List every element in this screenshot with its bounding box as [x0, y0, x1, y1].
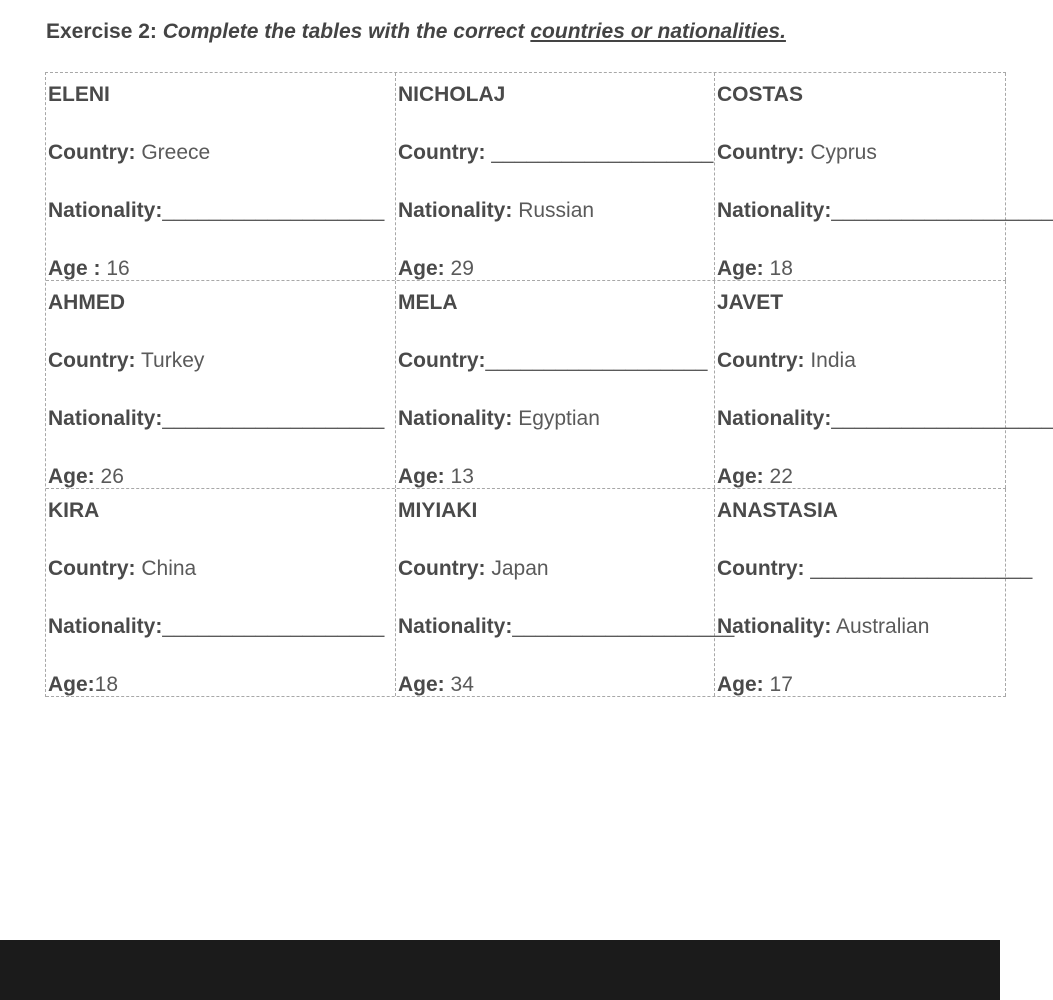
- age-label: Age:: [48, 465, 95, 488]
- person-name: KIRA: [48, 499, 100, 522]
- nationality-value[interactable]: ___________________: [831, 407, 1053, 430]
- country-value: Turkey: [140, 349, 205, 372]
- country-line: [48, 141, 210, 165]
- nationality-value: Russian: [518, 199, 595, 222]
- age-line: [48, 465, 124, 489]
- country-value[interactable]: ___________________: [491, 141, 714, 164]
- nationality-line: [48, 407, 384, 431]
- country-value: India: [810, 349, 856, 372]
- nationality-label: Nationality:: [398, 199, 513, 222]
- country-label: Country:: [717, 557, 805, 580]
- nationality-value[interactable]: ___________________: [831, 199, 1053, 222]
- nationality-value[interactable]: ___________________: [512, 615, 735, 638]
- age-line: [48, 257, 130, 281]
- nationality-label: Nationality:: [48, 615, 163, 638]
- person-card: [396, 281, 715, 488]
- age-label: Age :: [48, 257, 101, 280]
- country-value: Greece: [141, 141, 211, 164]
- age-line: [717, 465, 793, 489]
- person-card: [396, 73, 715, 280]
- age-value: 16: [106, 257, 130, 280]
- nationality-label: Nationality:: [717, 407, 832, 430]
- country-line: [398, 349, 707, 373]
- table-row: [46, 281, 1053, 489]
- person-card: [46, 281, 396, 488]
- nationality-label: Nationality:: [48, 199, 163, 222]
- table-row: [46, 73, 1053, 281]
- country-label: Country:: [398, 141, 486, 164]
- person-name: MIYIAKI: [398, 499, 478, 522]
- country-label: Country:: [717, 141, 805, 164]
- nationality-line: [398, 615, 734, 639]
- nationality-label: Nationality:: [717, 199, 832, 222]
- nationality-label: Nationality:: [717, 615, 832, 638]
- age-line: [48, 673, 118, 697]
- age-value: 26: [100, 465, 124, 488]
- age-label: Age:: [398, 257, 445, 280]
- age-line: [717, 257, 793, 281]
- person-card: [715, 489, 1033, 696]
- person-name: ANASTASIA: [717, 499, 838, 522]
- nationality-label: Nationality:: [398, 407, 513, 430]
- person-name: NICHOLAJ: [398, 83, 506, 106]
- age-label: Age:: [717, 257, 764, 280]
- nationality-label: Nationality:: [48, 407, 163, 430]
- nationality-value[interactable]: ___________________: [162, 407, 385, 430]
- nationality-line: [48, 615, 384, 639]
- country-line: [398, 141, 713, 165]
- nationality-line: [717, 615, 929, 639]
- age-label: Age:: [48, 673, 95, 696]
- nationality-line: [717, 199, 1053, 223]
- country-label: Country:: [48, 557, 136, 580]
- age-label: Age:: [717, 465, 764, 488]
- nationality-line: [398, 199, 594, 223]
- age-label: Age:: [717, 673, 764, 696]
- country-line: [717, 349, 856, 373]
- age-line: [398, 465, 474, 489]
- nationality-line: [48, 199, 384, 223]
- country-label: Country:: [717, 349, 805, 372]
- age-value: 18: [94, 673, 119, 696]
- country-value: China: [141, 557, 197, 580]
- person-name: ELENI: [48, 83, 110, 106]
- nationality-value: Egyptian: [518, 407, 600, 430]
- nationality-line: [398, 407, 600, 431]
- country-value: Japan: [491, 557, 549, 580]
- exercise-instruction-underlined: countries or nationalities.: [530, 20, 786, 43]
- person-card: [46, 73, 396, 280]
- age-value: 22: [769, 465, 793, 488]
- age-value: 34: [450, 673, 474, 696]
- exercise-label: Exercise 2:: [46, 20, 157, 43]
- country-label: Country:: [398, 349, 486, 372]
- person-name: MELA: [398, 291, 458, 314]
- country-value[interactable]: ___________________: [810, 557, 1033, 580]
- person-card: [396, 489, 735, 696]
- nationality-value: Australian: [836, 615, 930, 638]
- nationality-label: Nationality:: [398, 615, 513, 638]
- nationality-value[interactable]: ___________________: [162, 199, 385, 222]
- table-row: [46, 489, 1033, 697]
- country-label: Country:: [398, 557, 486, 580]
- exercise-heading: [46, 20, 786, 44]
- person-name: AHMED: [48, 291, 125, 314]
- age-line: [717, 673, 793, 697]
- exercise-instruction: Complete the tables with the correct: [162, 20, 525, 43]
- country-label: Country:: [48, 141, 136, 164]
- country-label: Country:: [48, 349, 136, 372]
- country-line: [48, 349, 204, 373]
- country-line: [717, 557, 1032, 581]
- age-value: 13: [450, 465, 474, 488]
- person-name: COSTAS: [717, 83, 803, 106]
- person-card: [715, 281, 1053, 488]
- country-line: [717, 141, 877, 165]
- nationality-value[interactable]: ___________________: [162, 615, 385, 638]
- person-card: [46, 489, 396, 696]
- country-value[interactable]: ___________________: [485, 349, 708, 372]
- person-cards-table: [45, 72, 1053, 697]
- age-value: 29: [450, 257, 474, 280]
- age-line: [398, 673, 474, 697]
- nationality-line: [717, 407, 1053, 431]
- age-line: [398, 257, 474, 281]
- age-value: 18: [769, 257, 793, 280]
- person-card: [715, 73, 1053, 280]
- age-label: Age:: [398, 465, 445, 488]
- age-value: 17: [769, 673, 793, 696]
- person-name: JAVET: [717, 291, 784, 314]
- age-label: Age:: [398, 673, 445, 696]
- bottom-black-bar: [0, 940, 1000, 1000]
- country-line: [398, 557, 549, 581]
- country-line: [48, 557, 196, 581]
- country-value: Cyprus: [810, 141, 877, 164]
